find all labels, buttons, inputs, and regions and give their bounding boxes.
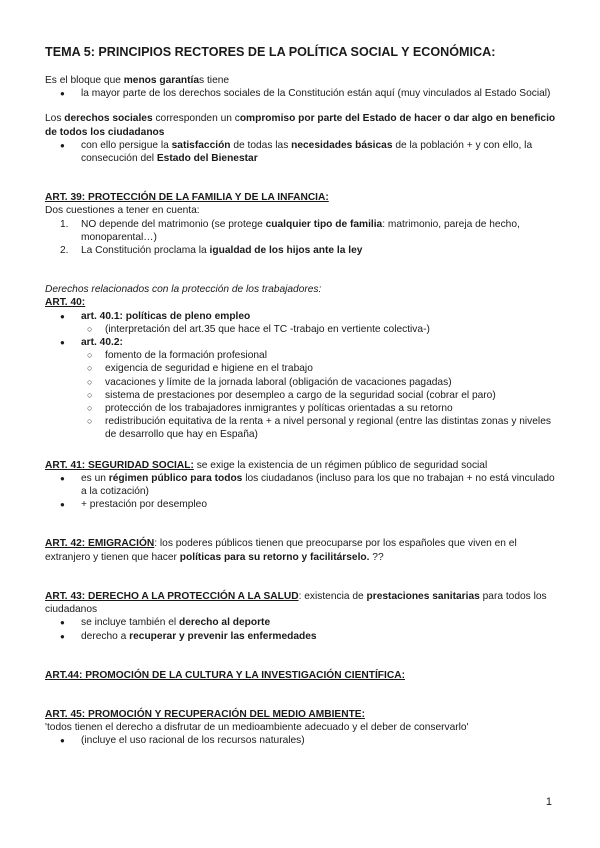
list-item: ● es un régimen público para todos los ciudadanos (incluso para los que no trabajan + no está vinculado a la cotización) [60,472,555,498]
intro-paragraph-2: Los derechos sociales corresponden un compromiso por parte del Estado de hacer o dar algo en beneficio de todos los ciudadanos [45,113,556,138]
page-number: 1 [545,796,552,808]
art39-list [45,218,560,258]
art40-heading: ART. 40: [45,297,86,309]
list-item: ● la mayor parte de los derechos sociales de la Constitución están aquí (muy vinculados al Estado Social) [60,88,551,100]
sub-list-item: ○ (interpretación del art.35 que hace el TC -trabajo en vertiente colectiva-) [87,323,430,335]
art39-heading: ART. 39: PROTECCIÓN DE LA FAMILIA Y DE LA INFANCIA: [45,192,329,204]
art44-heading: ART.44: PROMOCIÓN DE LA CULTURA Y LA INVESTIGACIÓN CIENTÍFICA: [45,669,405,681]
list-item: ● se incluye también el derecho al deporte [60,617,271,629]
list-item: ● con ello persigue la satisfacción de todas las necesidades básicas de la población + y con ello, la consecución del Estado del Bienestar [60,139,533,165]
bullet-icon: ● [60,473,65,483]
list-item: ● art. 40.1: políticas de pleno empleo [60,310,251,322]
art39-lead: Dos cuestiones a tener en cuenta: [45,205,200,217]
bullet-icon: ● [60,618,65,628]
sub-bullet-icon: ○ [87,376,93,387]
art40-list [45,310,560,442]
sub-list-item: ○ protección de los trabajadores inmigrantes y políticas orientadas a su retorno [87,403,453,415]
sub-bullet-icon: ○ [87,416,93,427]
list-item: ● derecho a recuperar y prevenir las enfermedades [60,630,317,642]
document-page [45,44,560,748]
sub-list-item: ○ vacaciones y límite de la jornada laboral (obligación de vacaciones pagadas) [87,376,452,388]
art43-paragraph: ART. 43: DERECHO A LA PROTECCIÓN A LA SALUD: existencia de prestaciones sanitarias para todos los ciudadanos [45,590,547,616]
bullet-icon: ● [60,631,65,641]
art42-heading: ART. 42: EMIGRACIÓN [45,538,155,550]
bullet-icon: ● [60,89,65,99]
art45-quote: 'todos tienen el derecho a disfrutar de un medioambiente adecuado y el deber de conservarlo' [45,722,469,734]
art45-list [45,734,560,747]
list-item: 1. NO depende del matrimonio (se protege cualquier tipo de familia: matrimonio, pareja de hecho, monoparental…) [60,218,520,243]
sub-bullet-icon: ○ [87,389,93,400]
sub-list-item: ○ sistema de prestaciones por desempleo a cargo de la seguridad social (cobrar el paro) [87,389,496,401]
list-item: ● (incluye el uso racional de los recursos naturales) [60,735,305,747]
sub-bullet-icon: ○ [87,403,93,414]
art41-list [45,472,560,512]
sub-list-item: ○ redistribución equitativa de la renta + a nivel personal y regional (entre las distintas zonas y niveles de desarrollo que hay en España) [87,416,551,441]
sub-list-item: ○ exigencia de seguridad e higiene en el trabajo [87,363,313,375]
art45-heading: ART. 45: PROMOCIÓN Y RECUPERACIÓN DEL MEDIO AMBIENTE: [45,708,365,720]
intro-list-1 [45,87,560,100]
intro-paragraph-1: Es el bloque que menos garantías tiene [45,75,230,86]
list-item: 2. La Constitución proclama la igualdad de los hijos ante la ley [60,245,363,257]
document-title: TEMA 5: PRINCIPIOS RECTORES DE LA POLÍTICA SOCIAL Y ECONÓMICA: [45,45,496,59]
bullet-icon: ● [60,140,65,150]
bullet-icon: ● [60,338,65,348]
bullet-icon: ● [60,311,65,321]
bullet-icon: ● [60,500,65,510]
art41-paragraph: ART. 41: SEGURIDAD SOCIAL: se exige la existencia de un régimen público de seguridad social [45,459,488,471]
art42-paragraph: ART. 42: EMIGRACIÓN: los poderes públicos tienen que preocuparse por los españoles que viven en el extranjero y tienen que hacer políticas para su retorno y facilitárselo. ?? [45,538,517,563]
sub-bullet-icon: ○ [87,350,93,361]
art43-list [45,616,560,642]
sub-bullet-icon: ○ [87,363,93,374]
bullet-icon: ● [60,736,65,746]
list-item: ● art. 40.2: [60,337,123,349]
intro-list-2 [45,139,560,165]
sub-bullet-icon: ○ [87,323,93,334]
art41-heading: ART. 41: SEGURIDAD SOCIAL: [45,459,194,471]
art43-heading: ART. 43: DERECHO A LA PROTECCIÓN A LA SALUD [45,590,299,602]
sub-list-item: ○ fomento de la formación profesional [87,350,267,362]
workers-lead: Derechos relacionados con la protección de los trabajadores: [45,284,322,296]
list-item: ● + prestación por desempleo [60,499,208,511]
